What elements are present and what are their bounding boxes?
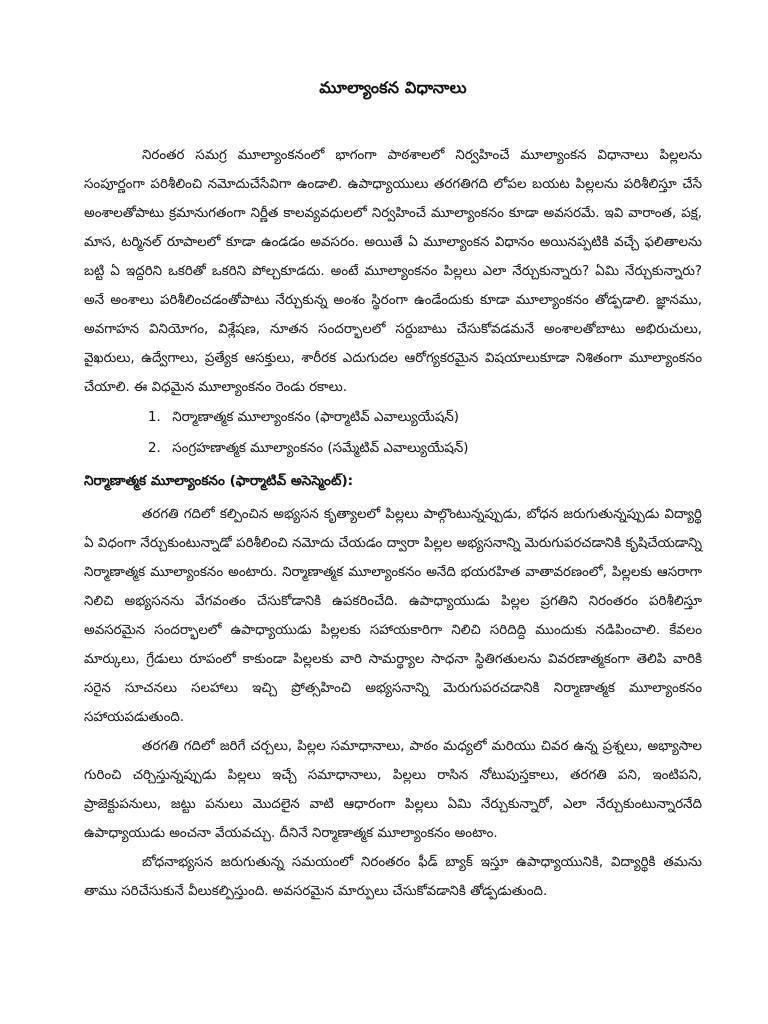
page-title: మూల్యాంకన విధానాలు: [319, 78, 467, 97]
list-item-text: సంగ్రహణాత్మక మూల్యాంకనం (సమ్మేటివ్ ఎవాల్యుయేషన్): [172, 441, 469, 456]
intro-paragraph: నిరంతర సమగ్ర మూల్యాంకనంలో భాగంగా పాఠశాలలో నిర్వహించే మూల్యాంకన విధానాలు పిల్లలను సంపూర్ణంగా పరిశీలించి నమోదుచేసేవిగా ఉండాలి. ఉపాధ్యాయులు తరగతిగది లోపల బయట పిల్లలను పరిశీలిస్తూ చేసే అంశాలతోపాటు క్రమానుగతంగా నిర్ణీత కాలవ్యవధులలో నిర్వహించే మూల్యాంకనం కూడా అవసరమే. ఇవి వారాంత, పక్ష, మాస, టర్మినల్ రూపాలలో కూడా ఉండడం అవసరం. అయితే ఏ మూల్యాంకన విధానం అయినప్పటికి వచ్చే ఫలితాలను బట్టి ఏ ఇద్దరిని ఒకరితో ఒకరిని పోల్చకూడదు. అంటే మూల్యాంకనం పిల్లలు ఎలా నేర్చుకున్నారు? ఏమి నేర్చుకున్నారు? అనే అంశాలు పరిశీలించడంతోపాటు నేర్చుకున్న అంశం స్థిరంగా ఉండేందుకు కూడా మూల్యాంకనం తోడ్పడాలి. జ్ఞానము, అవగాహన వినియోగం, విశ్లేషణ, నూతన సందర్భాలలో సర్దుబాటు చేసుకోవడమనే అంశాలతోబాటు అభిరుచులు, వైఖరులు, ఉద్వేగాలు, ప్రత్యేక ఆసక్తులు, శారీరక ఎదుగుదల ఆరోగ్యకరమైన విషయాలుకూడా నిశితంగా మూల్యాంకనం చేయాలి. ఈ విధమైన మూల్యాంకనం రెండు రకాలు.: [84, 148, 702, 395]
classroom-paragraph: తరగతి గదిలో జరిగే చర్చలు, పిల్లల సమాధానాలు, పాఠం మధ్యలో మరియు చివర ఉన్న ప్రశ్నలు, అభ్యాసాల గురించి చర్చిస్తున్నప్పుడు పిల్లలు ఇచ్చే సమాధానాలు, పిల్లలు రాసిన నోటుపుస్తకాలు, తరగతి పని, ఇంటిపని, ప్రాజెక్టుపనులు, జట్టు పనులు మొదలైన వాటి ఆధారంగా పిల్లలు ఏమి నేర్చుకున్నారో, ఎలా నేర్చుకుంటున్నారనేది ఉపాధ్యాయుడు అంచనా వేయవచ్చు. దీనినే నిర్మాణాత్మక మూల్యాంకనం అంటాం.: [84, 739, 702, 841]
list-item-number: 1.: [148, 410, 161, 425]
list-item: [148, 402, 702, 433]
section-heading: నిర్మాణాత్మక మూల్యాంకనం (ఫార్మాటివ్ అసెస్మెంట్):: [84, 473, 354, 489]
evaluation-types-list: [84, 402, 702, 464]
list-item-text: నిర్మాణాత్మక మూల్యాంకనం (ఫార్మాటివ్ ఎవాల్యుయేషన్): [172, 410, 460, 425]
feedback-paragraph: బోధనాభ్యసన జరుగుతున్న సమయంలో నిరంతరం ఫీడ్ బ్యాక్ ఇస్తూ ఉపాధ్యాయునికి, విద్యార్థికి తమను తాము సరిచేసుకునే వీలుకల్పిస్తుంది. అవసరమైన మార్పులు చేసుకోవడానికి తోడ్పడుతుంది.: [84, 855, 702, 899]
list-item: [148, 433, 702, 464]
formative-paragraph: తరగతి గదిలో కల్పించిన అభ్యసన కృత్యాలలో పిల్లలు పాల్గొంటున్నప్పుడు, బోధన జరుగుతున్నప్పుడు విద్యార్థి ఏ విధంగా నేర్చుకుంటున్నాడో పరిశీలించి నమోదు చేయడం ద్వారా పిల్లల అభ్యసనాన్ని మెరుగుపరచడానికి కృషిచేయడాన్ని నిర్మాణాత్మక మూల్యాంకనం అంటారు. నిర్మాణాత్మక మూల్యాంకనం అనేది భయరహిత వాతావరణంలో, పిల్లలకు ఆసరాగా నిలిచి అభ్యసనను వేగవంతం చేసుకోడానికి ఉపకరించేది. ఉపాధ్యాయుడు పిల్లల ప్రగతిని నిరంతరం పరిశీలిస్తూ అవసరమైన సందర్భాలలో ఉపాధ్యాయుడు పిల్లలకు సహాయకారిగా నిలిచి సరిదిద్ది ముందుకు నడిపించాలి. కేవలం మార్కులు, గ్రేడులు రూపంలో కాకుండా పిల్లలకు వారి సామర్థ్యాల సాధనా స్థితిగతులను వివరణాత్మకంగా తెలిపి వారికి సరైన సూచనలు సలహాలు ఇచ్చి ప్రోత్సహించి అభ్యసనాన్ని మెరుగుపరచడానికి నిర్మాణాత్మక మూల్యాంకనం సహాయపడుతుంది.: [84, 507, 702, 725]
list-item-number: 2.: [148, 441, 161, 456]
